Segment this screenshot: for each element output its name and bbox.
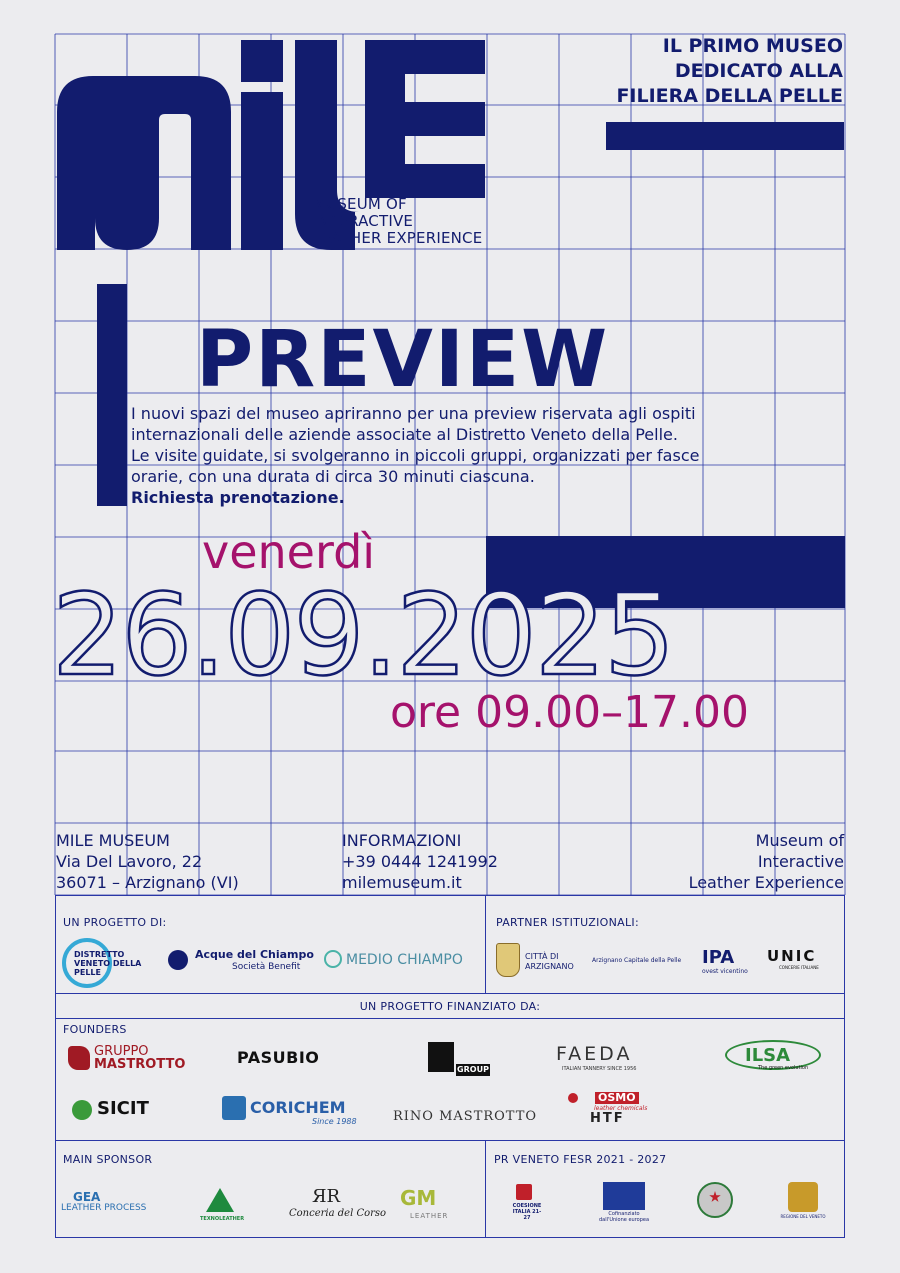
- header-accent-bar: [606, 122, 844, 150]
- sicit-logo-text: SICIT: [97, 1098, 149, 1119]
- faeda-logo-subtext: ITALIAN TANNERY SINCE 1956: [562, 1066, 637, 1072]
- medio-chiampo-icon: [324, 950, 342, 968]
- coesione-logo-icon: [516, 1184, 532, 1200]
- tagline-line: IL PRIMO MUSEO: [662, 35, 843, 57]
- main-sponsor-heading: MAIN SPONSOR: [63, 1153, 153, 1166]
- gm-logo-text: LEATHER: [410, 1212, 449, 1220]
- mastrotto-logo-text: MASTROTTO: [94, 1057, 186, 1072]
- htf-logo-text: HTF: [590, 1111, 625, 1126]
- ilsa-logo-text: ILSA: [745, 1045, 791, 1066]
- booking-note: Richiesta prenotazione.: [131, 488, 345, 507]
- event-day: venerdì: [202, 525, 376, 579]
- description-line: Le visite guidate, si svolgeranno in piccoli gruppi, organizzati per fasce: [131, 446, 700, 465]
- logo-subtitle-line: LEATHER EXPERIENCE: [313, 229, 483, 247]
- gsc-logo-text: GROUP: [457, 1065, 489, 1074]
- partners-heading: PARTNER ISTITUZIONALI:: [496, 916, 639, 929]
- ipa-logo-subtext: ovest vicentino: [702, 968, 748, 975]
- texnoleather-logo-text: TEXNOLEATHER: [200, 1216, 245, 1222]
- event-hours: ore 09.00–17.00: [390, 687, 750, 738]
- distretto-logo-text: DISTRETTO VENETO DELLA PELLE: [74, 950, 142, 977]
- gea-logo-subtext: LEATHER PROCESS: [61, 1203, 147, 1213]
- funded-by-heading: UN PROGETTO FINANZIATO DA:: [359, 1000, 541, 1013]
- ilsa-logo-subtext: The green evolution: [758, 1065, 809, 1071]
- corichem-logo-subtext: Since 1988: [312, 1117, 357, 1126]
- ipa-logo-text: IPA: [702, 947, 735, 968]
- acque-logo-icon: [168, 950, 188, 970]
- mastrotto-logo-icon: [68, 1046, 90, 1070]
- gsc-logo-icon: [428, 1042, 454, 1072]
- preview-title: PREVIEW: [196, 315, 610, 405]
- description-line: internazionali delle aziende associate al Distretto Veneto della Pelle.: [131, 425, 678, 444]
- osmo-logo-icon: [568, 1093, 578, 1103]
- museum-name-line: Interactive: [757, 852, 844, 871]
- pr-veneto-heading: PR VENETO FESR 2021 - 2027: [494, 1153, 667, 1166]
- divider: [55, 993, 845, 994]
- unic-logo-text: UNIC: [767, 947, 817, 965]
- italian-republic-emblem-icon: [697, 1182, 733, 1218]
- unic-logo-subtext: CONCERIE ITALIANE: [779, 965, 819, 970]
- tagline-line: DEDICATO ALLA: [674, 60, 843, 82]
- website-link[interactable]: milemuseum.it: [342, 873, 462, 892]
- corichem-logo-text: CORICHEM: [250, 1098, 346, 1117]
- corichem-logo-icon: [222, 1096, 246, 1120]
- gea-logo-text: GEA: [73, 1190, 101, 1204]
- sicit-logo-icon: [72, 1100, 92, 1120]
- phone-number[interactable]: +39 0444 1241992: [342, 852, 498, 871]
- project-by-heading: UN PROGETTO DI:: [63, 916, 167, 929]
- osmo-logo-text: OSMO: [595, 1092, 639, 1104]
- address-line: Via Del Lavoro, 22: [56, 852, 203, 871]
- arzignano-logo-text: CITTÀ DI ARZIGNANO: [525, 952, 574, 971]
- contacts-block: [342, 830, 498, 893]
- museum-name-block: [689, 830, 844, 893]
- coesione-logo-text: COESIONE ITALIA 21-27: [512, 1203, 542, 1221]
- osmo-logo-subtext: leather chemicals: [594, 1105, 648, 1112]
- museum-name-line: Museum of: [755, 831, 844, 850]
- faeda-logo-text: FAEDA: [556, 1043, 633, 1065]
- divider: [55, 1140, 845, 1141]
- texnoleather-logo-icon: [206, 1188, 234, 1212]
- veneto-lion-icon: [788, 1182, 818, 1212]
- logo-subtitle: [313, 196, 482, 247]
- contacts-heading: INFORMAZIONI: [342, 831, 462, 850]
- tagline-line: FILIERA DELLA PELLE: [616, 85, 843, 107]
- acque-logo-subtext: Società Benefit: [232, 962, 301, 972]
- tagline: [616, 34, 843, 109]
- eu-logo-text: Cofinanziato dall'Unione europea: [598, 1211, 650, 1223]
- conceria-del-corso-monogram: ЯR: [312, 1186, 341, 1207]
- logo-subtitle-line: MUSEUM OF: [313, 195, 407, 213]
- rino-mastrotto-logo-text: RINO MASTROTTO: [393, 1109, 538, 1124]
- pasubio-logo-text: PASUBIO: [237, 1048, 320, 1067]
- description-line: orarie, con una durata di circa 30 minuti ciascuna.: [131, 467, 535, 486]
- medio-chiampo-text: MEDIO CHIAMPO: [346, 952, 463, 968]
- divider: [485, 895, 486, 993]
- eu-flag-icon: [603, 1182, 645, 1210]
- address-line: MILE MUSEUM: [56, 831, 170, 850]
- divider: [485, 1140, 486, 1238]
- description-line: I nuovi spazi del museo apriranno per una preview riservata agli ospiti: [131, 404, 696, 423]
- founders-heading: FOUNDERS: [63, 1023, 127, 1036]
- divider: [55, 1018, 845, 1019]
- address-line: 36071 – Arzignano (VI): [56, 873, 239, 892]
- preview-accent-bar: [97, 284, 127, 506]
- veneto-logo-text: REGIONE DEL VENETO: [780, 1214, 826, 1219]
- logo-subtitle-line: INTERACTIVE: [313, 212, 414, 230]
- preview-description: [131, 403, 831, 508]
- event-date: 26.09.2025: [52, 571, 674, 701]
- arzignano-crest-icon: [496, 943, 520, 977]
- conceria-del-corso-text: Conceria del Corso: [289, 1208, 387, 1219]
- mastrotto-logo-text: GRUPPO: [94, 1044, 149, 1059]
- museum-name-line: Leather Experience: [688, 873, 844, 892]
- acque-logo-text: Acque del Chiampo: [195, 948, 314, 961]
- gm-logo-icon: GM: [400, 1186, 437, 1210]
- address-block: [56, 830, 239, 893]
- arzignano-capitale-text: Arzignano Capitale della Pelle: [592, 957, 682, 964]
